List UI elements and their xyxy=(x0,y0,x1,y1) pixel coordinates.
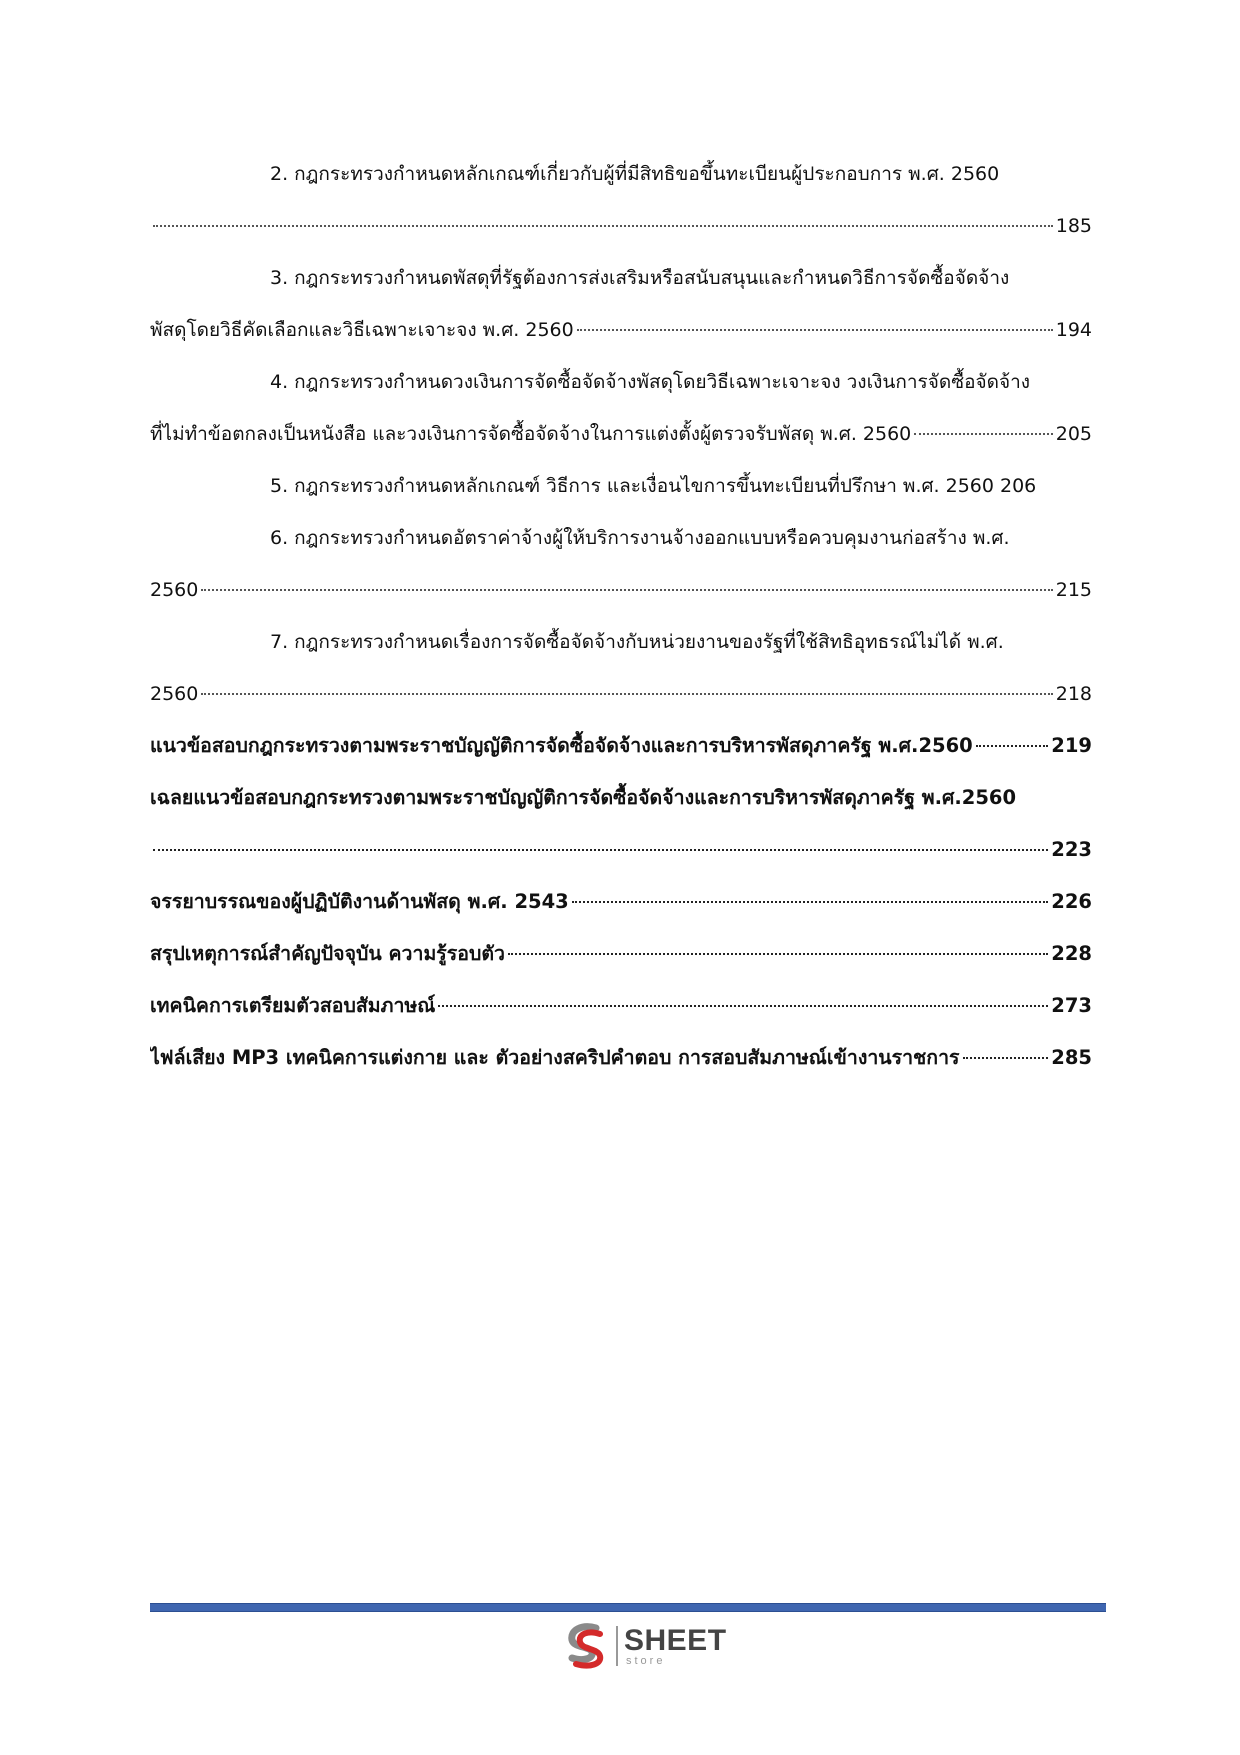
toc-page-number: 223 xyxy=(1051,838,1092,861)
toc-page-number: 219 xyxy=(1051,734,1092,757)
dot-leader xyxy=(153,224,1053,227)
dot-leader xyxy=(963,1056,1049,1059)
toc-entry-title: ไฟล์เสียง MP3 เทคนิคการแต่งกาย และ ตัวอย่างสคริปคำตอบ การสอบสัมภาษณ์เข้างานราชการ xyxy=(150,1046,960,1069)
toc-entry-title: แนวข้อสอบกฎกระทรวงตามพระราชบัญญัติการจัดซื้อจัดจ้างและการบริหารพัสดุภาครัฐ พ.ศ.2560 xyxy=(150,734,973,757)
toc-entry[interactable] xyxy=(150,772,1092,876)
toc-entry-title: 6. กฎกระทรวงกำหนดอัตราค่าจ้างผู้ให้บริการงานจ้างออกแบบหรือควบคุมงานก่อสร้าง พ.ศ. xyxy=(270,527,1010,549)
toc-entry[interactable]: 6. กฎกระทรวงกำหนดอัตราค่าจ้างผู้ให้บริการงานจ้างออกแบบหรือควบคุมงานก่อสร้าง พ.ศ. 2560 215 xyxy=(150,512,1092,616)
toc-page-number: 273 xyxy=(1051,994,1092,1017)
toc-page-number: 285 xyxy=(1051,1046,1092,1069)
toc-entry[interactable] xyxy=(150,720,1092,772)
toc-entry[interactable] xyxy=(150,460,1092,512)
table-of-contents xyxy=(150,148,1092,1084)
dot-leader xyxy=(153,848,1048,851)
toc-entry-title: 5. กฎกระทรวงกำหนดหลักเกณฑ์ วิธีการ และเงื่อนไขการขึ้นทะเบียนที่ปรึกษา พ.ศ. 2560 xyxy=(270,475,994,497)
toc-page-number: 228 xyxy=(1051,942,1092,965)
toc-entry-title: 2. กฎกระทรวงกำหนดหลักเกณฑ์เกี่ยวกับผู้ที่มีสิทธิขอขึ้นทะเบียนผู้ประกอบการ พ.ศ. 2560 xyxy=(270,163,1000,185)
toc-page-number: 226 xyxy=(1051,890,1092,913)
toc-entry-title: 3. กฎกระทรวงกำหนดพัสดุที่รัฐต้องการส่งเสริมหรือสนับสนุนและกำหนดวิธีการจัดซื้อจัดจ้าง xyxy=(270,267,1010,289)
toc-entry[interactable] xyxy=(150,1032,1092,1084)
logo-wordmark: SHEET xyxy=(624,1623,727,1657)
dot-leader xyxy=(976,744,1049,747)
toc-entry[interactable]: 7. กฎกระทรวงกำหนดเรื่องการจัดซื้อจัดจ้างกับหน่วยงานของรัฐที่ใช้สิทธิอุทธรณ์ไม่ได้ พ.ศ. 2560 218 xyxy=(150,616,1092,720)
toc-page-number: 194 xyxy=(1055,319,1092,341)
toc-page-number: 206 xyxy=(1000,475,1037,497)
toc-page-number: 215 xyxy=(1055,579,1092,601)
toc-entry-title: สรุปเหตุการณ์สำคัญปัจจุบัน ความรู้รอบตัว xyxy=(150,942,505,965)
toc-page-number: 205 xyxy=(1055,423,1092,445)
sheet-store-logo xyxy=(560,1618,740,1674)
dot-leader xyxy=(438,1004,1048,1007)
toc-page-number: 185 xyxy=(1055,215,1092,237)
logo-subtext: store xyxy=(626,1654,666,1667)
toc-entry[interactable] xyxy=(150,928,1092,980)
toc-entry-title: จรรยาบรรณของผู้ปฏิบัติงานด้านพัสดุ พ.ศ. 2543 xyxy=(150,890,569,913)
dot-leader xyxy=(914,432,1052,435)
toc-page-number: 218 xyxy=(1055,683,1092,705)
toc-entry[interactable] xyxy=(150,980,1092,1032)
footer-rule xyxy=(150,1603,1106,1612)
dot-leader xyxy=(577,328,1053,331)
toc-entry[interactable]: 4. กฎกระทรวงกำหนดวงเงินการจัดซื้อจัดจ้างพัสดุโดยวิธีเฉพาะเจาะจง วงเงินการจัดซื้อจัดจ้าง ที่ไม่ทำข้อตกลงเป็นหนังสือ และวงเงินการจัดซื้อจัดจ้างในการแต่งตั้งผู้ตรวจรับพัสดุ พ.ศ. 2560 205 xyxy=(150,356,1092,460)
toc-entry-title: 4. กฎกระทรวงกำหนดวงเงินการจัดซื้อจัดจ้างพัสดุโดยวิธีเฉพาะเจาะจง วงเงินการจัดซื้อจัดจ้าง xyxy=(270,371,1031,393)
toc-entry[interactable] xyxy=(150,148,1092,252)
toc-entry-title: 7. กฎกระทรวงกำหนดเรื่องการจัดซื้อจัดจ้างกับหน่วยงานของรัฐที่ใช้สิทธิอุทธรณ์ไม่ได้ พ.ศ. xyxy=(270,631,1004,653)
dot-leader xyxy=(572,900,1049,903)
dot-leader xyxy=(201,588,1052,591)
toc-entry-title: เทคนิคการเตรียมตัวสอบสัมภาษณ์ xyxy=(150,994,436,1017)
toc-entry[interactable]: 3. กฎกระทรวงกำหนดพัสดุที่รัฐต้องการส่งเสริมหรือสนับสนุนและกำหนดวิธีการจัดซื้อจัดจ้าง พัสดุโดยวิธีคัดเลือกและวิธีเฉพาะเจาะจง พ.ศ. 2560 194 xyxy=(150,252,1092,356)
toc-entry[interactable] xyxy=(150,876,1092,928)
sheet-store-logo-icon xyxy=(560,1620,612,1672)
logo-divider xyxy=(616,1626,618,1666)
dot-leader xyxy=(508,952,1048,955)
toc-entry-title: เฉลยแนวข้อสอบกฎกระทรวงตามพระราชบัญญัติการจัดซื้อจัดจ้างและการบริหารพัสดุภาครัฐ พ.ศ.2560 xyxy=(150,786,1017,809)
dot-leader xyxy=(201,692,1052,695)
